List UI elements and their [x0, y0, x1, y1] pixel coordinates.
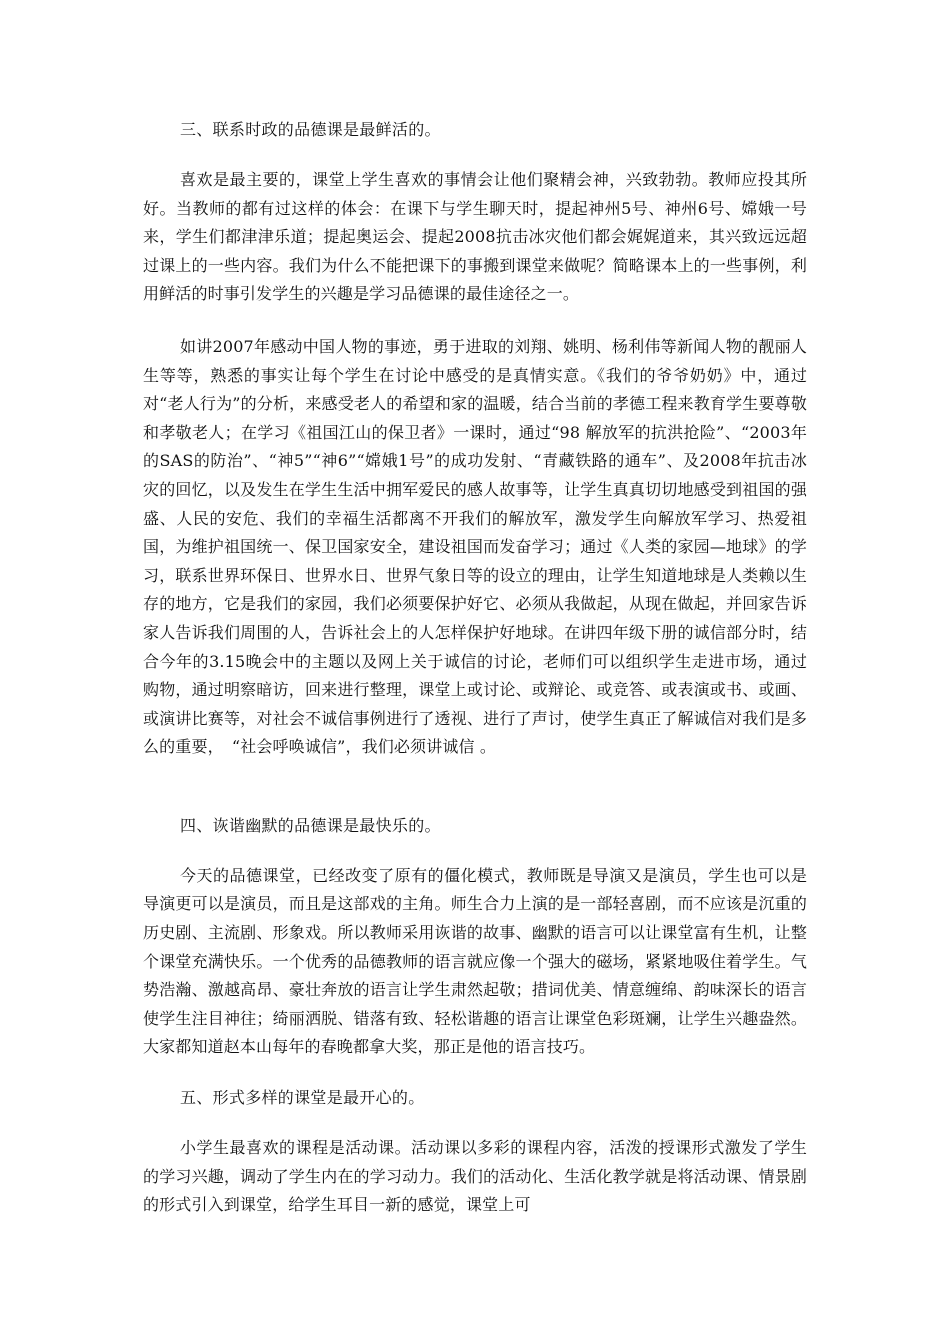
section-4-heading: 四、诙谐幽默的品德课是最快乐的。: [180, 815, 441, 835]
spacer: [143, 762, 807, 812]
section-3-paragraph-1: 喜欢是最主要的，课堂上学生喜欢的事情会让他们聚精会神，兴致勃勃。教师应投其所好。当教师的都有过这样的体会：在课下与学生聊天时，提起神州5号、神州6号、嫦娥一号来，学生们都津津乐道；提起奥运会、提起2008抗击冰灾他们都会娓娓道来，其兴致远远超过课上的一些内容。我们为什么不能把课下的事搬到课堂来做呢？简略课本上的一些事例，利用鲜活的时事引发学生的兴趣是学习品德课的最佳途径之一。: [143, 170, 807, 304]
spacer: [143, 1112, 807, 1134]
document-page: [143, 116, 807, 1220]
section-3-heading: 三、联系时政的品德课是最鲜活的。: [180, 120, 441, 139]
section-3-paragraph-2: 如讲2007年感动中国人物的事迹，勇于进取的刘翔、姚明、杨利伟等新闻人物的靓丽人生等等，熟悉的事实让每个学生在讨论中感受的是真情实意。《我们的爷爷奶奶》中，通过对“老人行为”的分析，来感受老人的希望和家的温暖，结合当前的孝德工程来教育学生要尊敬和孝敬老人；在学习《祖国江山的保卫者》一课时，通过“98 解放军的抗洪抢险”、“2003年的SAS的防治”、“神5”“神6”“嫦娥1号”的成功发射、“青藏铁路的通车”、及2008年抗击冰灾的回忆，以及发生在学生生活中拥军爱民的感人故事等，让学生真真切切地感受到祖国的强盛、人民的安危、我们的幸福生活都离不开我们的解放军，激发学生向解放军学习、热爱祖国，为维护祖国统一、保卫国家安全，建设祖国而发奋学习；通过《人类的家园—地球》的学习，联系世界环保日、世界水日、世界气象日等的设立的理由，让学生知道地球是人类赖以生存的地方，它是我们的家园，我们必须要保护好它、必须从我做起，从现在做起，并回家告诉家人告诉我们周围的人，告诉社会上的人怎样保护好地球。在讲四年级下册的诚信部分时，结合今年的3.15晚会中的主题以及网上关于诚信的讨论，老师们可以组织学生走进市场，通过购物，通过明察暗访，回来进行整理，课堂上或讨论、或辩论、或竞答、或表演或书、或画、或演讲比赛等，对社会不诚信事例进行了透视、进行了声讨，使学生真正了解诚信对我们是多么的重要， “社会呼唤诚信”，我们必须讲诚信 。: [143, 336, 807, 757]
spacer: [143, 309, 807, 333]
section-5-paragraph-1: 小学生最喜欢的课程是活动课。活动课以多彩的课程内容，活泼的授课形式激发了学生的学习兴趣，调动了学生内在的学习动力。我们的活动化、生活化教学就是将活动课、情景剧的形式引入到课堂，给学生耳目一新的感觉，课堂上可: [143, 1138, 807, 1215]
section-4-paragraph-1: 今天的品德课堂，已经改变了原有的僵化模式，教师既是导演又是演员，学生也可以是导演更可以是演员，而且是这部戏的主角。师生合力上演的是一部轻喜剧，而不应该是沉重的历史剧、主流剧、形象戏。所以教师采用诙谐的故事、幽默的语言可以让课堂富有生机，让整个课堂充满快乐。一个优秀的品德教师的语言就应像一个强大的磁场，紧紧地吸住着学生。气势浩瀚、激越高昂、豪壮奔放的语言让学生肃然起敬；措词优美、情意缠绵、韵味深长的语言使学生注目神往；绮丽洒脱、错落有致、轻松谐趣的语言让课堂色彩斑斓，让学生兴趣盎然。大家都知道赵本山每年的春晚都拿大奖，那正是他的语言技巧。: [143, 865, 807, 1057]
spacer: [143, 840, 807, 862]
spacer: [143, 1062, 807, 1084]
spacer: [143, 144, 807, 166]
section-5-heading: 五、形式多样的课堂是最开心的。: [180, 1088, 425, 1108]
